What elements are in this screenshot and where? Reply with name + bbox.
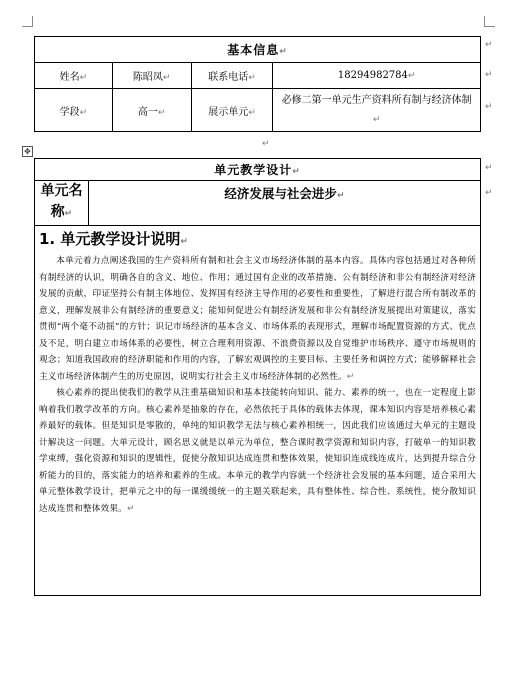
unit-value: 必修二第一单元生产资料所有制与经济体制 bbox=[281, 94, 472, 106]
page-corner-mark-left bbox=[22, 16, 33, 27]
unit-name-label: 单元名称 bbox=[40, 183, 83, 220]
unit-design-title-cell[interactable]: 单元教学设计↵ bbox=[35, 159, 481, 181]
unit-design-title: 单元教学设计 bbox=[214, 163, 293, 177]
unit-name-label-cell[interactable]: 单元名称↵ bbox=[35, 181, 89, 226]
unit-name-value: 经济发展与社会进步 bbox=[224, 186, 337, 201]
name-value: 陈昭凤 bbox=[132, 72, 163, 83]
school-value-cell[interactable]: 高一↵ bbox=[112, 89, 191, 132]
page-corner-mark-right bbox=[484, 16, 495, 27]
school-label-cell[interactable]: 学段↵ bbox=[35, 89, 113, 132]
basic-info-table bbox=[34, 36, 481, 132]
description-paragraph-1-text: 本单元着力点阐述我国的生产资料所有制和社会主义市场经济体制的基本内容。具体内容包括通过对各种所有制经济的认识，明确各自的含义、地位、作用；通过国有企业的改革措施、公有制经济和非公有制经济对经济发展的贡献，印证坚持公有制主体地位、发挥国有经济主导作用的必要性和重要性，了解进行混合所有制改革的意义，理解发展非公有制经济的重要意义；能知何促进公有制经济发展和非公有制经济发展提出对策建议，落实贯彻“两个毫不动摇”的方针；识记市场经济的基本含义、市场体系的表现形式，理解市场配置资源的方式、优点及不足，明白建立市场体系的必要性，树立合理利用资源、不浪费资源以及自觉维护市场秩序、遵守市场规则的观念；知道我国政府的经济职能和作用的内容，了解宏观调控的主要目标、主要任务和调控方式；能够解释社会主义市场经济体制产生的历史原因，说明实行社会主义市场经济体制的必然性。 bbox=[39, 256, 476, 382]
basic-info-title-cell[interactable]: 基本信息↵ bbox=[35, 37, 481, 63]
phone-value: 18294982784 bbox=[337, 70, 408, 81]
unit-label: 展示单元 bbox=[208, 106, 249, 118]
paragraph-mark: ↵ bbox=[262, 139, 270, 149]
row-end-mark-5: ↵ bbox=[485, 188, 493, 198]
section-heading-text: 1. 单元教学设计说明 bbox=[39, 230, 181, 248]
design-description-cell[interactable] bbox=[35, 226, 481, 596]
name-label-cell[interactable]: 姓名↵ bbox=[35, 63, 113, 89]
name-label: 姓名 bbox=[59, 72, 80, 83]
school-label: 学段 bbox=[59, 106, 80, 118]
table-move-handle-icon[interactable]: ✥ bbox=[22, 146, 33, 157]
phone-value-cell[interactable]: 18294982784↵ bbox=[273, 63, 481, 89]
unit-design-table bbox=[34, 158, 481, 596]
row-end-mark-4: ↵ bbox=[485, 163, 493, 173]
name-value-cell[interactable]: 陈昭凤↵ bbox=[112, 63, 191, 89]
school-value: 高一 bbox=[137, 106, 158, 118]
basic-info-title: 基本信息 bbox=[227, 43, 280, 57]
row-end-mark-1: ↵ bbox=[485, 40, 493, 50]
description-paragraph-2-text: 核心素养的提出使我们的教学从注重基础知识和基本技能转向知识、能力、素养的统一，也在一定程度上影响着我们教学改革的方向。核心素养是抽象的存在，必然依托于具体的载体去体现，课本知识内容是培养核心素养最好的载体。但是知识是零散的，单纯的知识教学无法与核心素养相统一，因此我们应该通过大单元的主题设计解决这一问题。大单元设计，顾名思义就是以单元为单位，整合课时教学资源和知识内容，打破单一的知识教学束缚，强化资源和知识的逻辑性，促使分散知识达成连贯和整体效果，使知识连成线连成片，达到提升综合分析能力的目的，落实能力的培养和素养的生成。本单元的教学内容就一个经济社会发展的基本问题，适合采用大单元整体教学设计，把单元之中的每一课缓缓统一的主题关联起来，具有整体性、综合性、系统性，使分散知识达成连贯和整体效果。 bbox=[39, 388, 476, 514]
row-end-mark-3: ↵ bbox=[485, 102, 493, 112]
description-paragraph-1: 本单元着力点阐述我国的生产资料所有制和社会主义市场经济体制的基本内容。具体内容包括通过对各种所有制经济的认识，明确各自的含义、地位、作用；通过国有企业的改革措施、公有制经济和非公有制经济对经济发展的贡献，印证坚持公有制主体地位、发挥国有经济主导作用的必要性和重要性，了解进行混合所有制改革的意义，理解发展非公有制经济的重要意义；能知何促进公有制经济发展和非公有制经济发展提出对策建议，落实贯彻“两个毫不动摇”的方针；识记市场经济的基本含义、市场体系的表现形式，理解市场配置资源的方式、优点及不足，明白建立市场体系的必要性，树立合理利用资源、不浪费资源以及自觉维护市场秩序、遵守市场规则的观念；知道我国政府的经济职能和作用的内容，了解宏观调控的主要目标、主要任务和调控方式；能够解释社会主义市场经济体制产生的历史原因，说明实行社会主义市场经济体制的必然性。↵ bbox=[39, 256, 476, 382]
phone-label: 联系电话 bbox=[208, 72, 249, 83]
unit-name-value-cell[interactable]: 经济发展与社会进步↵ bbox=[88, 181, 480, 226]
phone-label-cell[interactable]: 联系电话↵ bbox=[191, 63, 273, 89]
unit-label-cell[interactable]: 展示单元↵ bbox=[191, 89, 273, 132]
row-end-mark-2: ↵ bbox=[485, 70, 493, 80]
section-heading: 1. 单元教学设计说明↵ bbox=[39, 230, 188, 248]
unit-value-cell[interactable]: 必修二第一单元生产资料所有制与经济体制↵ bbox=[273, 89, 481, 132]
description-paragraph-2: 核心素养的提出使我们的教学从注重基础知识和基本技能转向知识、能力、素养的统一，也在一定程度上影响着我们教学改革的方向。核心素养是抽象的存在，必然依托于具体的载体去体现，课本知识内容是培养核心素养最好的载体。但是知识是零散的，单纯的知识教学无法与核心素养相统一，因此我们应该通过大单元的主题设计解决这一问题。大单元设计，顾名思义就是以单元为单位，整合课时教学资源和知识内容，打破单一的知识教学束缚，强化资源和知识的逻辑性，促使分散知识达成连贯和整体效果，使知识连成线连成片，达到提升综合分析能力的目的，落实能力的培养和素养的生成。本单元的教学内容就一个经济社会发展的基本问题，适合采用大单元整体教学设计，把单元之中的每一课缓缓统一的主题关联起来，具有整体性、综合性、系统性，使分散知识达成连贯和整体效果。↵ bbox=[39, 388, 476, 514]
